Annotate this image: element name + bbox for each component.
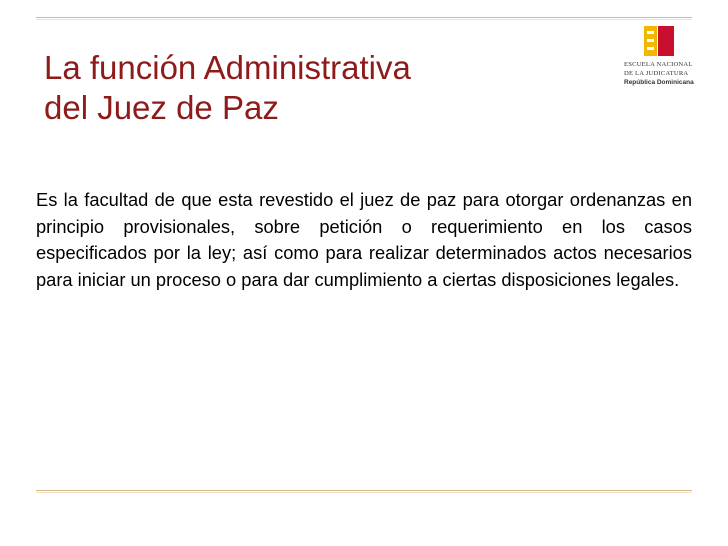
bottom-divider — [36, 490, 692, 491]
bottom-divider-shadow — [36, 492, 692, 493]
title-line-1: La función Administrativa — [44, 49, 411, 86]
top-divider — [36, 17, 692, 18]
slide-title — [44, 48, 584, 128]
title-line-2: del Juez de Paz — [44, 89, 279, 126]
logo-text — [624, 60, 696, 87]
escuela-judicatura-logo-icon — [644, 26, 674, 56]
logo-line-1: ESCUELA NACIONAL — [624, 61, 693, 68]
logo-line-2: DE LA JUDICATURA — [624, 70, 689, 77]
logo — [624, 26, 696, 94]
body-paragraph: Es la facultad de que esta revestido el juez de paz para otorgar ordenanzas en principio provisionales, sobre petición o requerimiento en los casos especificados por la ley; así como para realizar determinados actos necesarios para iniciar un proceso o para dar cumplimiento a ciertas disposiciones legales. — [36, 189, 692, 290]
logo-line-3: República Dominicana — [624, 79, 694, 86]
top-divider-shadow — [36, 19, 692, 20]
